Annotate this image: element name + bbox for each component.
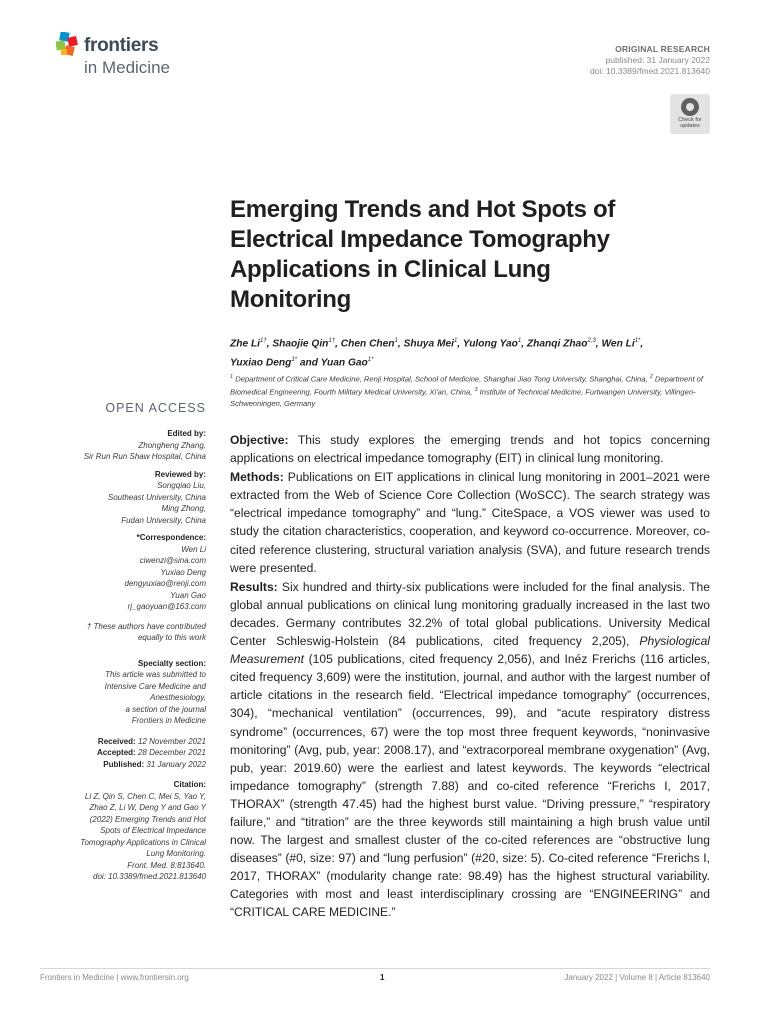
author: Wen Li — [601, 338, 635, 350]
doi[interactable]: doi: 10.3389/fmed.2021.813640 — [589, 66, 710, 76]
author: Yuan Gao — [320, 357, 368, 369]
article-title: Emerging Trends and Hot Spots of Electrical Impedance Tomography Applications in Clinical Lung Monitoring — [230, 196, 616, 313]
citation-doi[interactable]: doi: 10.3389/fmed.2021.813640 — [93, 872, 206, 881]
author: Shuya Mei — [403, 338, 454, 350]
published-date: published: 31 January 2022 — [605, 55, 710, 65]
email-link[interactable]: rj_gaoyuan@163.com — [127, 602, 206, 611]
specialty-label: Specialty section: — [137, 658, 206, 668]
affiliations: $^1$ Department of Critical Care Medicine, Renji Hospital, School of Medicine, Shanghai Jiao Tong University, Shanghai, China, $^2$ Department of Biomedical Engineering, Fourth Military Medical University, Xi'an, China, $^3$ Institute of Technical Medicine, Furtwangen University, Villingen-Schwenningen, Germany — [230, 374, 704, 409]
author-list: Zhe $Li^{1\dagger}$, Shaojie Qin$^{1\dagger}$, Chen Chen$^1$, Shuya Mei$^1$, Yulong Yao$^1$, Zhanqi Zhao$^{2,3}$, Wen $Li^{1*}$, Yuxiao Deng$^{1*}$ and Yuan Gao$^{1*}$ — [230, 338, 644, 369]
logo-wordmark: frontiers — [84, 35, 159, 56]
author: Zhanqi Zhao — [526, 338, 588, 350]
footer-journal-link[interactable]: Frontiers in Medicine | www.frontiersin.org — [40, 973, 189, 982]
author: Yuxiao Deng — [230, 357, 292, 369]
article-header-meta — [590, 44, 710, 77]
journal-logo — [56, 32, 196, 82]
citation-label: Citation: — [173, 780, 206, 789]
article-type: ORIGINAL RESEARCH — [615, 44, 710, 54]
abstract-methods: Methods: Publications on EIT applications in clinical lung monitoring in 2001–2021 were extracted from the Web of Science Core Collection (WoSCC). The search strategy was “electrical impedance tomography” and “lung.” CiteSpace, a VOS viewer was used to study the citation characteristics, cooperation, and keyword co-occurrence. Moreover, co-cited reference clustering, structural variation analysis (SVA), and future research trends were presented. — [230, 470, 710, 575]
email-link[interactable]: dengyuxiao@renji.com — [124, 579, 206, 588]
footer-divider — [40, 968, 710, 969]
author: Chen Chen — [340, 338, 395, 350]
correspondence-label: *Correspondence: — [136, 533, 206, 542]
email-link[interactable]: ciwenzi@sina.com — [139, 556, 206, 565]
check-updates-icon — [681, 98, 699, 116]
logo-journal-name: in Medicine — [84, 58, 170, 77]
abstract — [230, 431, 710, 923]
check-for-updates-badge[interactable]: Check for updates — [670, 94, 710, 134]
author: Shaojie Qin — [272, 338, 329, 350]
abstract-objective: Objective: This study explores the emerging trends and hot topics concerning applications on electrical impedance tomography (EIT) in clinical lung monitoring. — [230, 433, 710, 466]
equal-contribution-note: † These authors have contributed — [86, 621, 206, 631]
editorial-info: Edited by: Zhongheng Zhang, Sir Run Run Shaw Hospital, China Reviewed by: Songqiao Liu, Southeast University, China Ming Zhong, Fudan University, China *Correspondence: Wen Li ciwenzi@sina.com Yuxiao Deng dengyuxiao@renji.com Yuan Gao rj_gaoyuan@163.com † These authors have contributed equally to this work Specialty section: This article was submitted to Intensive Care Medicine and Anesthesiology, a section of the journal Frontiers in Medicine Received: 12 November 2021 Accepted: 28 December 2021 Published: 31 January 2022 Citation: Li Z, Qin S, Chen C, Mei S, Yao Y, Zhao Z, Li W, Deng Y and Gao Y (2022) Emerging Trends and Hot Spots of Electrical Impedance Tomography Applications in Clinical Lung Monitoring. Front. Med. 8:813640. doi: 10.3389/fmed.2021.813640 — [40, 428, 206, 883]
footer-issue-info: January 2022 | Volume 8 | Article 813640 — [564, 973, 710, 982]
reviewed-by-label: Reviewed by: — [154, 469, 206, 479]
edited-by-label: Edited by: — [167, 429, 206, 438]
author: Zhe Li — [230, 338, 260, 350]
open-access-label: OPEN ACCESS — [105, 401, 206, 415]
abstract-results: Results: Six hundred and thirty-six publications were included for the final analysis. The global annual publications on clinical lung monitoring gradually increased in the last two decades. Germany contributes 32.2% of total global publications. University Medical Center Schleswig-Holstein (84 publications, cited frequency 2,205), Physiological Measurement (105 publications, cited frequency 2,056), and Inéz Frerichs (116 articles, cited frequency 3,609) were the institution, journal, and author with the largest number of article citations in the research field. “Electrical impedance tomography” (occurrences, 304), “mechanical ventilation” (occurrences, 99), and “acute respiratory distress syndrome” (occurrences, 67) were the top most three frequent keywords, “noninvasive monitoring” (Avg, pub, year: 2008.17), and “extracorporeal membrane oxygenation” (Avg, pub, year: 2019.60) were the earliest and latest keywords. The keywords “electrical impedance tomography” (strength 7.88) and co-cited reference “Frerichs I, 2017, THORAX” (strength 47.45) had the highest burst value. “Driving pressure,” “respiratory failure,” and “titration” are the three keywords still maintaining a high brush value until now. The largest and smallest cluster of the co-cited references are “obstructive lung diseases” (#0, size: 97) and “lung perfusion” (#20, size: 5). Co-cited reference “Frerichs I, 2017, THORAX” (modularity change rate: 98.49) has the highest structural variability. Categories with most and least interdisciplinary crossing are “ENGINEERING” and “CRITICAL CARE MEDICINE.” — [230, 579, 710, 920]
author: Yulong Yao — [462, 338, 518, 350]
frontiers-logo-icon — [56, 32, 80, 58]
page-number: 1 — [380, 973, 385, 982]
